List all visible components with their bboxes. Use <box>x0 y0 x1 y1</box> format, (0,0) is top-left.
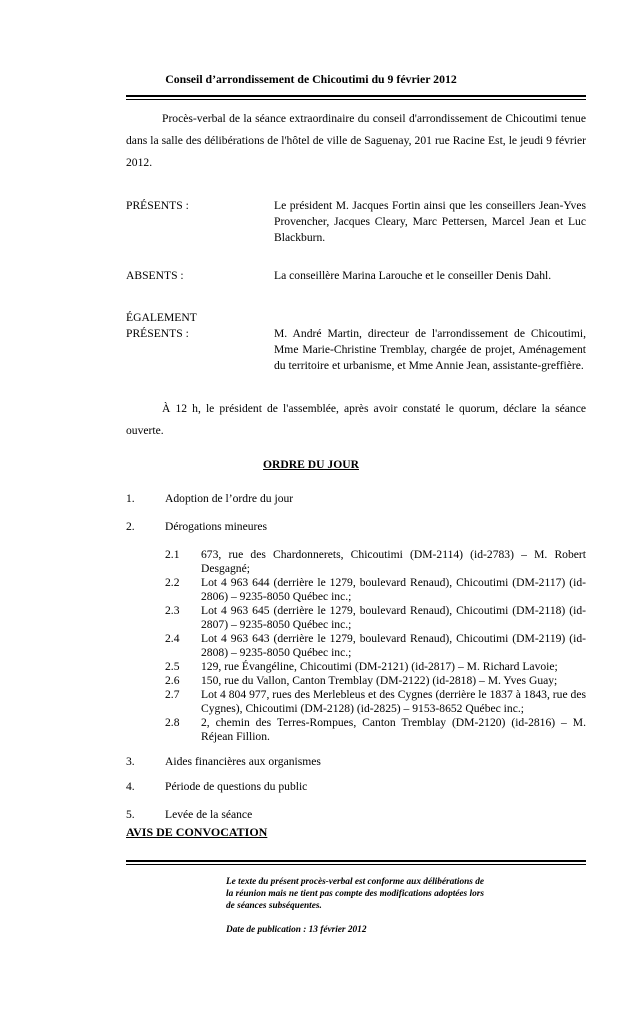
agenda-item-text: Aides financières aux organismes <box>165 755 321 768</box>
subitem-text: Lot 4 804 977, rues des Merlebleus et des Cygnes (derrière le 1837 à 1843, rue des Cygnes), Chicoutimi (DM-2128) (id-2825) – 9153-8652 Québec inc.; <box>201 688 586 715</box>
absents-value: La conseillère Marina Larouche et le conseiller Denis Dahl. <box>274 269 552 282</box>
publication-date: Date de publication : 13 février 2012 <box>226 925 367 935</box>
header-rule <box>126 95 586 97</box>
footer-note: Le texte du présent procès-verbal est conforme aux délibérations de la réunion mais ne tient pas compte des modifications adoptées lors de séances subséquentes. <box>226 877 484 911</box>
agenda-item-number: 5. <box>126 808 135 821</box>
agenda-item-text: Adoption de l’ordre du jour <box>165 492 294 505</box>
absents-label: ABSENTS : <box>126 269 184 282</box>
egalement-value: M. André Martin, directeur de l'arrondissement de Chicoutimi, Mme Marie-Christine Tremblay, chargée de projet, Aménagement du territoire et urbanisme, et Mme Annie Jean, assistante-greffière. <box>274 327 586 372</box>
agenda-item-text: Période de questions du public <box>165 780 308 793</box>
subitem-text: Lot 4 963 645 (derrière le 1279, boulevard Renaud), Chicoutimi (DM-2118) (id-2807) – 9235-8050 Québec inc.; <box>201 604 586 631</box>
intro-paragraph: Procès-verbal de la séance extraordinaire du conseil d'arrondissement de Chicoutimi tenue dans la salle des délibérations de l'hôtel de ville de Saguenay, 201 rue Racine Est, le jeudi 9 février 2012. <box>126 112 586 169</box>
subitem-number: 2.8 <box>165 716 180 729</box>
agenda-item-number: 4. <box>126 780 135 793</box>
agenda-item-number: 1. <box>126 492 135 505</box>
subitem-number: 2.6 <box>165 674 180 687</box>
presents-label: PRÉSENTS : <box>126 199 189 212</box>
egalement-label: ÉGALEMENT <box>126 311 197 324</box>
page-title: Conseil d’arrondissement de Chicoutimi du 9 février 2012 <box>165 72 457 86</box>
footer-rule <box>126 860 586 862</box>
subitem-text: Lot 4 963 643 (derrière le 1279, boulevard Renaud), Chicoutimi (DM-2119) (id-2808) – 9235-8050 Québec inc.; <box>201 632 586 659</box>
egalement-label-presents: PRÉSENTS : <box>126 327 189 340</box>
subitem-text: 150, rue du Vallon, Canton Tremblay (DM-2122) (id-2818) – M. Yves Guay; <box>201 674 558 687</box>
subitem-number: 2.3 <box>165 604 180 617</box>
subitem-number: 2.5 <box>165 660 180 673</box>
footer-rule-thin <box>126 864 586 865</box>
subitem-text: 129, rue Évangéline, Chicoutimi (DM-2121) (id-2817) – M. Richard Lavoie; <box>201 660 558 673</box>
agenda-item-number: 2. <box>126 520 135 533</box>
subitem-number: 2.1 <box>165 548 180 561</box>
agenda-item-text: Levée de la séance <box>165 808 253 821</box>
header-rule-thin <box>126 99 586 100</box>
subitem-text: Lot 4 963 644 (derrière le 1279, boulevard Renaud), Chicoutimi (DM-2117) (id-2806) – 9235-8050 Québec inc.; <box>201 576 586 603</box>
agenda-item-text: Dérogations mineures <box>165 520 268 533</box>
presents-value: Le président M. Jacques Fortin ainsi que les conseillers Jean-Yves Provencher, Jacques Cleary, Marc Pettersen, Marcel Jean et Luc Blackburn. <box>274 199 586 244</box>
subitem-text: 673, rue des Chardonnerets, Chicoutimi (DM-2114) (id-2783) – M. Robert Desgagné; <box>201 548 586 575</box>
avis-heading: AVIS DE CONVOCATION <box>126 825 268 839</box>
agenda-title: ORDRE DU JOUR <box>263 458 359 471</box>
agenda-item-number: 3. <box>126 755 135 768</box>
subitem-number: 2.2 <box>165 576 180 589</box>
opening-paragraph: À 12 h, le président de l'assemblée, après avoir constaté le quorum, déclare la séance ouverte. <box>126 402 586 437</box>
subitem-text: 2, chemin des Terres-Rompues, Canton Tremblay (DM-2120) (id-2816) – M. Réjean Fillion. <box>201 716 586 743</box>
subitem-number: 2.4 <box>165 632 180 645</box>
subitem-number: 2.7 <box>165 688 180 701</box>
